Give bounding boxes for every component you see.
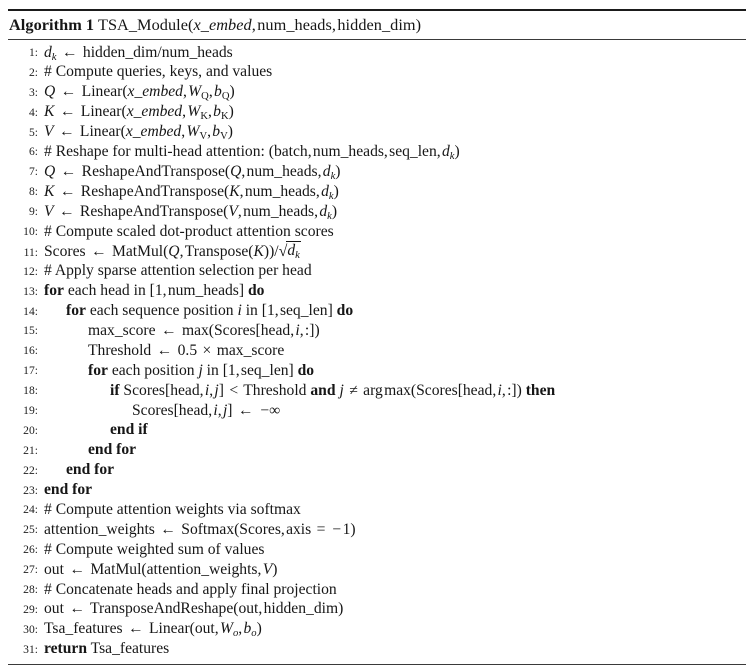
algorithm-line (8, 500, 746, 520)
algorithm-line (8, 620, 746, 640)
line-number: 6: (28, 145, 38, 159)
algorithm-block (8, 9, 746, 665)
algorithm-line (8, 282, 746, 302)
algorithm-line (8, 242, 746, 262)
line-number: 26: (23, 543, 38, 557)
line-content: K ← Linear(x_embed, $W_K$, $b_K$) (44, 103, 234, 123)
line-number: 20: (23, 423, 38, 437)
line-content: # Compute weighted sum of values (44, 540, 265, 558)
line-number: 11: (23, 245, 38, 259)
line-number: 5: (28, 125, 38, 139)
line-number: 31: (23, 642, 38, 656)
algorithm-label: Algorithm 1 (9, 15, 95, 34)
line-number: 3: (28, 85, 38, 99)
algorithm-line (8, 361, 746, 381)
algorithm-title (8, 11, 746, 39)
line-content: return Tsa_features (44, 640, 170, 658)
line-number: 2: (28, 65, 38, 79)
algorithm-line (8, 142, 746, 162)
line-content: Scores[head, i, j] ← −∞ (132, 401, 281, 419)
line-content: Scores ← MatMul(Q, $Transpose(K))/√d_k$ (44, 242, 300, 262)
algorithm-line (8, 441, 746, 461)
line-number: 21: (23, 443, 38, 457)
line-number: 4: (28, 105, 38, 119)
algorithm-line (8, 341, 746, 361)
algorithm-lines (8, 40, 746, 664)
line-content: for each position j in [1, seq_len] do (88, 361, 315, 379)
algorithm-line (8, 481, 746, 501)
line-content: K ← ReshapeAndTranspose(K, num_heads, $d_k$) (44, 182, 339, 202)
algorithm-line (8, 401, 746, 421)
line-number: 30: (23, 622, 38, 636)
line-number: 12: (23, 264, 38, 278)
algorithm-line (8, 540, 746, 560)
line-number: 14: (23, 304, 38, 318)
line-number: 15: (23, 324, 38, 338)
line-number: 8: (28, 185, 38, 199)
line-content: Tsa_features ← Linear(out, $W_o$, $b_o$) (44, 620, 262, 640)
algorithm-line (8, 600, 746, 620)
algorithm-line (8, 421, 746, 441)
line-content: if Scores[head, i, j] < Threshold and j ≠ arg max(Scores[head, i, :]) then (110, 381, 556, 399)
line-number: 24: (23, 503, 38, 517)
line-number: 7: (28, 165, 38, 179)
algorithm-signature: TSA_Module(x_embed, num_heads, hidden_dim) (97, 15, 422, 34)
bottom-rule (8, 664, 746, 665)
line-content: # Compute queries, keys, and values (44, 63, 273, 81)
algorithm-line (8, 202, 746, 222)
line-number: 22: (23, 463, 38, 477)
line-number: 17: (23, 364, 38, 378)
line-content: # Concatenate heads and apply final projection (44, 580, 337, 598)
line-number: 29: (23, 602, 38, 616)
line-number: 18: (23, 384, 38, 398)
line-content: $d_k$ ← hidden_dim/num_heads (44, 43, 233, 63)
algorithm-line (8, 103, 746, 123)
algorithm-line (8, 182, 746, 202)
algorithm-line (8, 560, 746, 580)
line-content: out ← MatMul(attention_weights, V) (44, 560, 278, 578)
algorithm-line (8, 262, 746, 282)
line-content: for each head in [1, num_heads] do (44, 282, 265, 300)
algorithm-line (8, 580, 746, 600)
algorithm-line (8, 222, 746, 242)
line-content: end for (88, 441, 137, 459)
line-content: # Apply sparse attention selection per head (44, 262, 312, 280)
line-number: 10: (23, 225, 38, 239)
line-content: max_score ← max(Scores[head, i, :]) (88, 321, 320, 339)
line-content: end for (66, 461, 115, 479)
algorithm-line (8, 63, 746, 83)
algorithm-line (8, 302, 746, 322)
line-content: # Reshape for multi-head attention: (batch, num_heads, seq_len, $d_k$) (44, 142, 460, 162)
line-number: 13: (23, 284, 38, 298)
algorithm-line (8, 520, 746, 540)
line-content: Q ← ReshapeAndTranspose(Q, num_heads, $d_k$) (44, 162, 341, 182)
algorithm-line (8, 43, 746, 63)
line-number: 28: (23, 583, 38, 597)
algorithm-line (8, 162, 746, 182)
line-number: 27: (23, 563, 38, 577)
line-content: out ← TransposeAndReshape(out, hidden_dim) (44, 600, 344, 618)
algorithm-line (8, 83, 746, 103)
line-content: V ← ReshapeAndTranspose(V, num_heads, $d_k$) (44, 202, 338, 222)
line-content: # Compute scaled dot-product attention scores (44, 222, 334, 240)
line-number: 23: (23, 483, 38, 497)
line-number: 19: (23, 404, 38, 418)
line-content: # Compute attention weights via softmax (44, 500, 301, 518)
line-content: attention_weights ← Softmax(Scores, axis = −1) (44, 520, 356, 538)
algorithm-line (8, 381, 746, 401)
line-content: end for (44, 481, 93, 499)
algorithm-line (8, 123, 746, 143)
line-content: end if (110, 421, 148, 439)
algorithm-line (8, 321, 746, 341)
line-number: 1: (28, 46, 38, 59)
algorithm-line (8, 640, 746, 660)
line-number: 25: (23, 523, 38, 537)
line-content: Threshold ← 0.5 × max_score (88, 341, 285, 359)
algorithm-line (8, 461, 746, 481)
line-content: for each sequence position i in [1, seq_len] do (66, 302, 354, 320)
line-content: V ← Linear(x_embed, $W_V$, $b_V$) (44, 123, 233, 143)
line-content: Q ← Linear(x_embed, $W_Q$, $b_Q$) (44, 83, 235, 103)
line-number: 9: (28, 205, 38, 219)
line-number: 16: (23, 344, 38, 358)
